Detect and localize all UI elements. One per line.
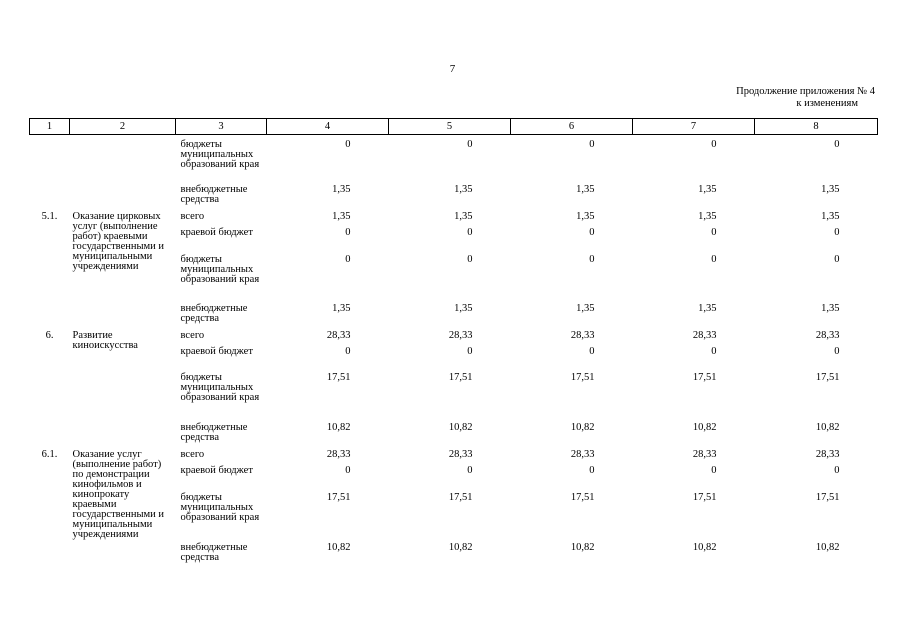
- value-cell: 28,33: [815, 329, 840, 341]
- page-number: 7: [449, 63, 456, 75]
- value-cell: 1,35: [698, 210, 717, 222]
- value-cell: 0: [467, 253, 473, 265]
- value-cell: 1,35: [698, 302, 717, 314]
- row-id: [30, 373, 70, 423]
- value-cell: 10,82: [570, 541, 595, 553]
- value-cell: 0: [589, 253, 595, 265]
- value-cell: 10,82: [815, 421, 840, 433]
- value-cell: 0: [589, 226, 595, 238]
- table-row: [30, 331, 878, 347]
- funding-source: бюджеты муниципальных образований края: [180, 253, 260, 285]
- row-id: [30, 255, 70, 304]
- value-cell: 0: [345, 139, 351, 150]
- value-cell: 1,35: [576, 210, 595, 222]
- funding-source: внебюджетные средства: [180, 302, 248, 324]
- value-cell: 17,51: [326, 491, 351, 503]
- value-cell: 1,35: [576, 302, 595, 314]
- value-cell: 28,33: [815, 448, 840, 460]
- value-cell: 1,35: [821, 210, 840, 222]
- funding-source: всего: [180, 448, 205, 460]
- value-cell: 1,35: [332, 210, 351, 222]
- value-cell: 28,33: [448, 448, 473, 460]
- row-name: Оказание цирковых услуг (выполнение работ) краевыми государственными и муниципальными учреждениями: [72, 210, 165, 272]
- value-cell: 28,33: [326, 329, 351, 341]
- value-cell: 0: [711, 345, 717, 357]
- value-cell: 1,35: [332, 183, 351, 195]
- row-name: [70, 185, 176, 212]
- value-cell: 10,82: [326, 421, 351, 433]
- value-cell: 17,51: [570, 491, 595, 503]
- header-cell: 3: [176, 119, 267, 135]
- value-cell: 17,51: [692, 491, 717, 503]
- header-cell: 4: [267, 119, 389, 135]
- caption-line-1: Продолжение приложения № 4: [736, 86, 875, 97]
- row-id: [30, 185, 70, 212]
- funding-source: всего: [180, 210, 205, 222]
- funding-source: внебюджетные средства: [180, 421, 248, 443]
- value-cell: 1,35: [332, 302, 351, 314]
- value-cell: 1,35: [454, 302, 473, 314]
- value-cell: 0: [834, 226, 840, 238]
- table-row: [30, 135, 878, 185]
- value-cell: 0: [834, 345, 840, 357]
- value-cell: 1,35: [454, 183, 473, 195]
- value-cell: 17,51: [815, 371, 840, 383]
- value-cell: 0: [345, 345, 351, 357]
- value-cell: 10,82: [326, 541, 351, 553]
- table-row: [30, 185, 878, 212]
- funding-source: внебюджетные средства: [180, 183, 248, 205]
- funding-source: всего: [180, 329, 205, 341]
- funding-source: бюджеты муниципальных образований края: [180, 371, 260, 403]
- value-cell: 28,33: [692, 448, 717, 460]
- value-cell: 10,82: [815, 541, 840, 553]
- row-name: [70, 135, 176, 185]
- value-cell: 10,82: [692, 541, 717, 553]
- value-cell: 0: [467, 464, 473, 476]
- value-cell: 0: [589, 464, 595, 476]
- value-cell: 1,35: [454, 210, 473, 222]
- value-cell: 0: [834, 253, 840, 265]
- value-cell: 1,35: [821, 302, 840, 314]
- value-cell: 0: [834, 139, 840, 150]
- value-cell: 17,51: [448, 371, 473, 383]
- row-id: 5.1.: [41, 210, 58, 222]
- value-cell: 10,82: [692, 421, 717, 433]
- table-row: [30, 212, 878, 228]
- value-cell: 28,33: [692, 329, 717, 341]
- value-cell: 28,33: [570, 448, 595, 460]
- header-cell: 8: [755, 119, 878, 135]
- value-cell: 0: [711, 226, 717, 238]
- funding-table: [29, 118, 878, 570]
- header-cell: 2: [70, 119, 176, 135]
- value-cell: 28,33: [326, 448, 351, 460]
- appendix-caption: [736, 86, 875, 110]
- value-cell: 1,35: [576, 183, 595, 195]
- value-cell: 1,35: [821, 183, 840, 195]
- row-name: Развитие киноискусства: [72, 329, 138, 351]
- caption-line-2: к изменениям: [796, 98, 858, 109]
- value-cell: 0: [711, 139, 717, 150]
- value-cell: 0: [467, 139, 473, 150]
- funding-source: бюджеты муниципальных образований края: [180, 139, 260, 170]
- value-cell: 10,82: [570, 421, 595, 433]
- value-cell: 17,51: [692, 371, 717, 383]
- value-cell: 1,35: [698, 183, 717, 195]
- funding-source: внебюджетные средства: [180, 541, 248, 563]
- row-id: [30, 493, 70, 543]
- value-cell: 28,33: [570, 329, 595, 341]
- header-row: [30, 119, 878, 135]
- row-id: [30, 304, 70, 331]
- funding-source: краевой бюджет: [180, 464, 253, 476]
- header-cell: 1: [30, 119, 70, 135]
- value-cell: 17,51: [570, 371, 595, 383]
- value-cell: 0: [467, 226, 473, 238]
- row-name: Оказание услуг (выполнение работ) по демонстрации кинофильмов и кинопрокату краевыми государственными и муниципальными учреждениями: [72, 448, 165, 540]
- value-cell: 0: [467, 345, 473, 357]
- value-cell: 17,51: [326, 371, 351, 383]
- value-cell: 0: [589, 345, 595, 357]
- funding-source: краевой бюджет: [180, 345, 253, 357]
- header-cell: 5: [389, 119, 511, 135]
- table-row: [30, 450, 878, 466]
- row-id: [30, 347, 70, 373]
- row-id: [30, 135, 70, 185]
- value-cell: 10,82: [448, 541, 473, 553]
- header-cell: 6: [511, 119, 633, 135]
- row-id: 6.: [45, 329, 54, 341]
- value-cell: 0: [345, 226, 351, 238]
- row-id: 6.1.: [41, 448, 58, 460]
- header-cell: 7: [633, 119, 755, 135]
- row-id: [30, 466, 70, 493]
- value-cell: 0: [711, 464, 717, 476]
- value-cell: 17,51: [815, 491, 840, 503]
- row-id: [30, 228, 70, 255]
- value-cell: 28,33: [448, 329, 473, 341]
- value-cell: 0: [589, 139, 595, 150]
- funding-source: бюджеты муниципальных образований края: [180, 491, 260, 523]
- value-cell: 0: [345, 253, 351, 265]
- funding-source: краевой бюджет: [180, 226, 253, 238]
- value-cell: 10,82: [448, 421, 473, 433]
- value-cell: 0: [345, 464, 351, 476]
- value-cell: 0: [834, 464, 840, 476]
- row-id: [30, 423, 70, 450]
- row-id: [30, 543, 70, 570]
- value-cell: 17,51: [448, 491, 473, 503]
- value-cell: 0: [711, 253, 717, 265]
